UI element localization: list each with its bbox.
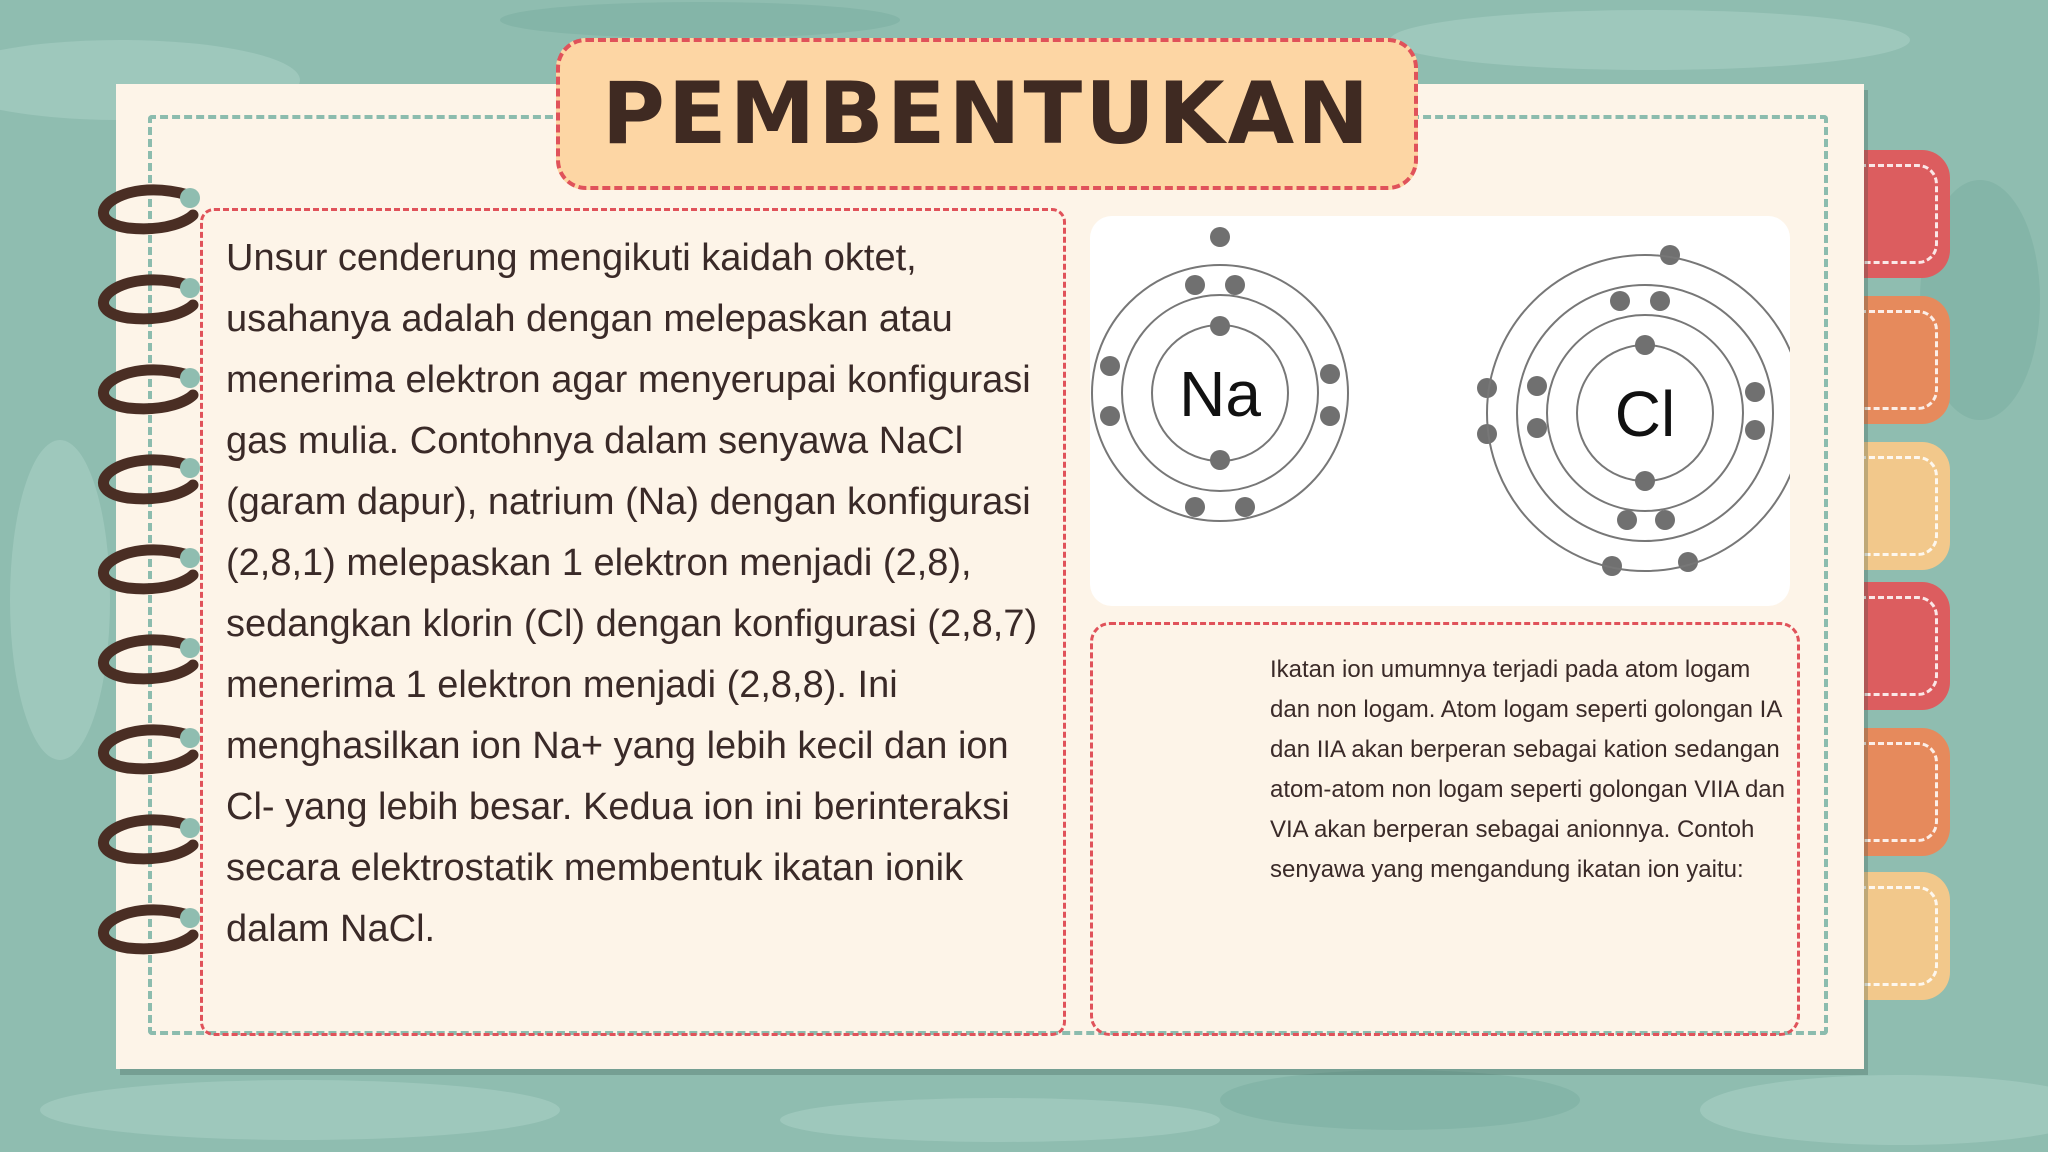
chlorine-label: Cl bbox=[1614, 378, 1676, 450]
bohr-model-diagram bbox=[1090, 216, 1790, 606]
page-title: PEMBENTUKAN bbox=[601, 64, 1373, 164]
index-tab-1 bbox=[1850, 150, 1950, 278]
title-banner bbox=[556, 38, 1418, 190]
sodium-label: Na bbox=[1179, 358, 1261, 430]
index-tab-6 bbox=[1850, 872, 1950, 1000]
index-tab-2 bbox=[1850, 296, 1950, 424]
index-tab-4 bbox=[1850, 582, 1950, 710]
sodium-atom bbox=[1092, 227, 1348, 521]
main-paragraph: Unsur cenderung mengikuti kaidah oktet, usahanya adalah dengan melepaskan atau menerima elektron agar menyerupai konfigurasi gas mulia. Contohnya dalam senyawa NaCl (garam dapur), natrium (Na) dengan konfigurasi (2,8,1) melepaskan 1 elektron menjadi (2,8), sedangkan klorin (Cl) dengan konfigurasi (2,8,7) menerima 1 elektron menjadi (2,8,8). Ini menghasilkan ion Na+ yang lebih kecil dan ion Cl- yang lebih besar. Kedua ion ini berinteraksi secara elektrostatik membentuk ikatan ionik dalam NaCl. bbox=[226, 237, 1038, 950]
side-paragraph: Ikatan ion umumnya terjadi pada atom logam dan non logam. Atom logam seperti golongan IA dan IIA akan berperan sebagai kation sedangan atom-atom non logam seperti golongan VIIA dan VIA akan berperan sebagai anionnya. Contoh senyawa yang mengandung ikatan ion yaitu: bbox=[1270, 656, 1785, 883]
chlorine-atom bbox=[1477, 245, 1790, 576]
index-tab-3 bbox=[1850, 442, 1950, 570]
index-tab-5 bbox=[1850, 728, 1950, 856]
spiral-binding bbox=[78, 170, 218, 1000]
atom-diagram-panel bbox=[1090, 216, 1790, 606]
